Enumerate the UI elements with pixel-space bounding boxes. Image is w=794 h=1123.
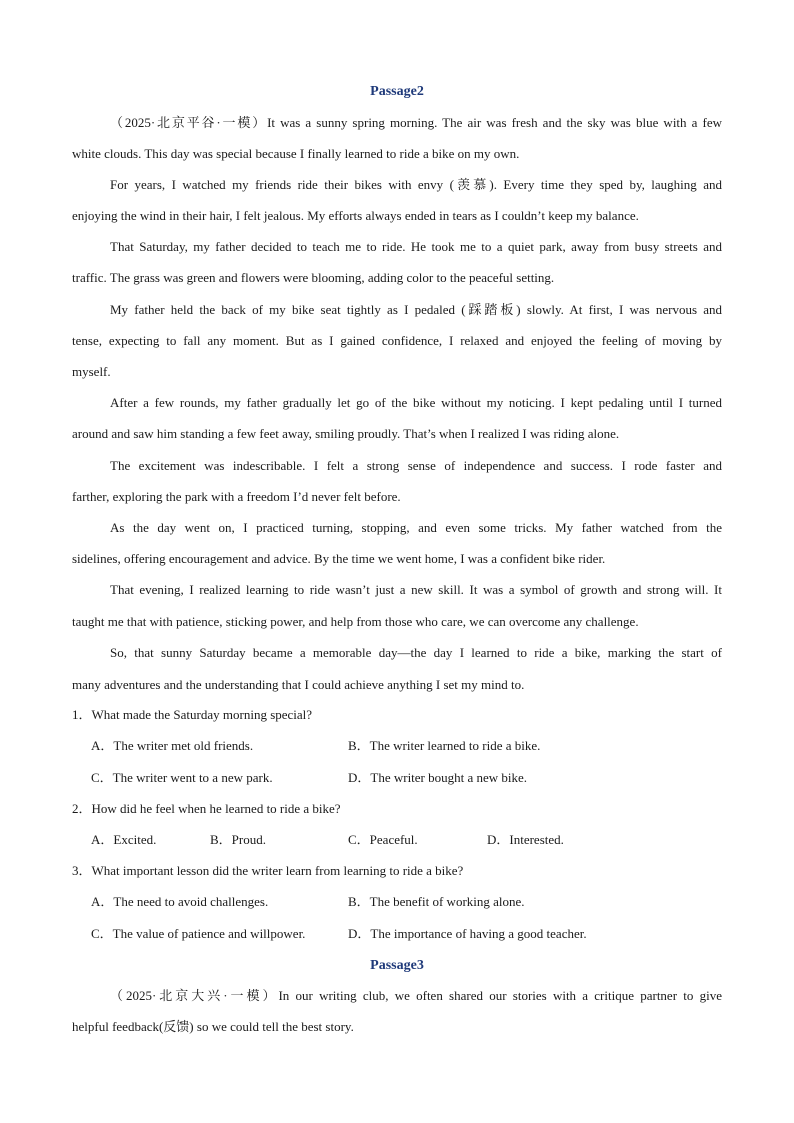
question-option: C．The value of patience and willpower. (91, 926, 306, 941)
passage-line: That evening, I realized learning to ride wasn’t just a new skill. It was a symbol of growth and strong will. It (110, 582, 722, 597)
passage-line: sidelines, offering encouragement and advice. By the time we went home, I was a confident bike rider. (72, 551, 606, 566)
question-option: A．The writer met old friends. (91, 738, 254, 753)
passage-line: helpful feedback(反馈) so we could tell the best story. (72, 1019, 354, 1034)
passage-line: tense, expecting to fall any moment. But as I gained confidence, I relaxed and enjoyed the feeling of moving by (72, 333, 722, 348)
passage-line: That Saturday, my father decided to teach me to ride. He took me to a quiet park, away from busy streets and (110, 239, 722, 254)
question-option: B．The writer learned to ride a bike. (348, 738, 541, 753)
passage-line: myself. (72, 364, 111, 379)
question-stem: 2．How did he feel when he learned to ride a bike? (72, 801, 341, 816)
passage-line: After a few rounds, my father gradually let go of the bike without my noticing. I kept pedaling until I turned (110, 395, 722, 410)
passage-line: My father held the back of my bike seat tightly as I pedaled (踩踏板) slowly. At first, I was nervous and (110, 302, 722, 317)
question-stem: 1．What made the Saturday morning special? (72, 707, 313, 722)
passage-line: traffic. The grass was green and flowers were blooming, adding color to the peaceful setting. (72, 270, 555, 285)
passage-line: white clouds. This day was special because I finally learned to ride a bike on my own. (72, 146, 520, 161)
question-option: C．The writer went to a new park. (91, 770, 273, 785)
passage-line: around and saw him standing a few feet away, smiling proudly. That’s when I realized I was riding alone. (72, 426, 620, 441)
passage-line: （2025·北京平谷·一模）It was a sunny spring morning. The air was fresh and the sky was blue with a few (110, 115, 722, 130)
passage-line: enjoying the wind in their hair, I felt jealous. My efforts always ended in tears as I couldn’t keep my balance. (72, 208, 639, 223)
passage-line: many adventures and the understanding that I could achieve anything I set my mind to. (72, 677, 525, 692)
passage-line: For years, I watched my friends ride their bikes with envy (羡慕). Every time they sped by, laughing and (110, 177, 722, 192)
passage3-title: Passage3 (370, 958, 424, 973)
question-option: A．Excited. (91, 832, 157, 847)
passage-line: As the day went on, I practiced turning, stopping, and even some tricks. My father watched from the (110, 520, 722, 535)
question-stem: 3．What important lesson did the writer learn from learning to ride a bike? (72, 863, 464, 878)
passage-line: So, that sunny Saturday became a memorable day—the day I learned to ride a bike, marking the start of (110, 645, 722, 660)
question-option: D．The importance of having a good teacher. (348, 926, 587, 941)
question-option: B．The benefit of working alone. (348, 894, 525, 909)
question-option: A．The need to avoid challenges. (91, 894, 269, 909)
question-option: D．The writer bought a new bike. (348, 770, 528, 785)
passage-line: The excitement was indescribable. I felt a strong sense of independence and success. I rode faster and (110, 458, 722, 473)
passage-line: （2025·北京大兴·一模）In our writing club, we often shared our stories with a critique partner to give (110, 988, 722, 1003)
passage2-title: Passage2 (370, 84, 424, 99)
passage-line: taught me that with patience, sticking power, and help from those who care, we can overcome any challenge. (72, 614, 639, 629)
question-option: C．Peaceful. (348, 832, 418, 847)
question-option: B．Proud. (210, 832, 266, 847)
question-option: D．Interested. (487, 832, 564, 847)
passage-line: farther, exploring the park with a freedom I’d never felt before. (72, 489, 401, 504)
